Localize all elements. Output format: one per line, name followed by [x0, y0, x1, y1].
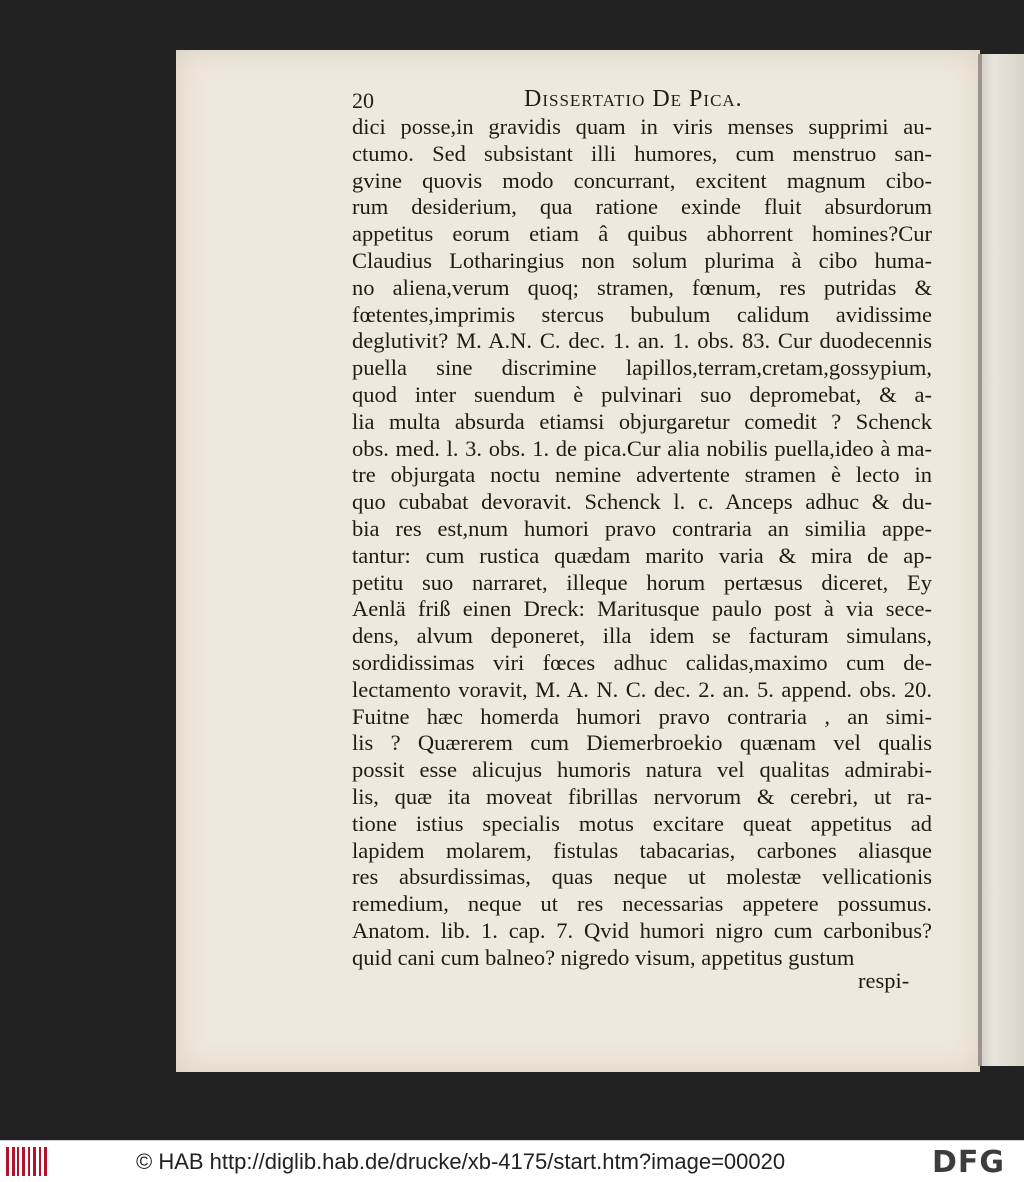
text-line: lapidem molarem, fistulas tabacarias, carbones aliasque: [352, 837, 932, 863]
hab-barcode-logo-icon[interactable]: [6, 1147, 48, 1176]
text-line: no aliena,verum quoq; stramen, fœnum, res putridas &: [352, 274, 932, 300]
dfg-logo[interactable]: DFG: [932, 1145, 1006, 1180]
text-line: Fuitne hæc homerda humori pravo contraria , an simi-: [352, 703, 932, 729]
footer-bar: [0, 1140, 1024, 1182]
text-line: dici posse,in gravidis quam in viris menses supprimi au-: [352, 114, 932, 139]
text-line: Aenlä friß einen Dreck: Maritusque paulo post à via sece-: [352, 596, 932, 622]
text-line: appetitus eorum etiam â quibus abhorrent homines?Cur: [352, 221, 932, 247]
text-line: gvine quovis modo concurrant, excitent magnum cibo-: [352, 167, 932, 193]
page-number: 20: [352, 88, 374, 113]
text-line: rum desiderium, qua ratione exinde fluit absurdorum: [352, 194, 932, 220]
text-line: petitu suo narraret, illeque horum pertæsus diceret, Ey: [352, 569, 932, 595]
text-line: lis, quæ ita moveat fibrillas nervorum & cerebri, ut ra-: [352, 783, 932, 809]
text-line: quid cani cum balneo? nigredo visum, appetitus gustum: [352, 944, 855, 970]
running-head: [352, 82, 962, 118]
text-line: lectamento voravit, M. A. N. C. dec. 2. an. 5. append. obs. 20.: [352, 676, 932, 702]
text-line: sordidissimas viri fœces adhuc calidas,maximo cum de-: [352, 649, 932, 675]
text-line: lia multa absurda etiamsi objurgaretur comedit ? Schenck: [352, 408, 932, 434]
text-line: tantur: cum rustica quædam marito varia & mira de ap-: [352, 542, 932, 568]
text-line: bia res est,num humori pravo contraria an similia appe-: [352, 515, 932, 541]
catchword: respi-: [858, 968, 910, 993]
body-text: [352, 114, 932, 972]
text-line: lis ? Quærerem cum Diemerbroekio quænam vel qualis: [352, 730, 932, 756]
text-line: puella sine discrimine lapillos,terram,cretam,gossypium,: [352, 355, 932, 381]
running-head-title: Dissertatio De Pica.: [524, 86, 743, 112]
text-line: res absurdissimas, quas neque ut molestæ vellicationis: [352, 864, 932, 890]
text-line: dens, alvum deponeret, illa idem se facturam simulans,: [352, 623, 932, 649]
text-line: obs. med. l. 3. obs. 1. de pica.Cur alia nobilis puella,ideo à ma-: [352, 435, 932, 461]
text-line: fœtentes,imprimis stercus bubulum calidum avidissime: [352, 301, 932, 327]
text-line: tione istius specialis motus excitare queat appetitus ad: [352, 810, 932, 836]
footer-url-link[interactable]: © HAB http://diglib.hab.de/drucke/xb-4175/start.htm?image=00020: [136, 1149, 786, 1174]
next-page-edge: [978, 54, 1024, 1066]
text-line: quod inter suendum è pulvinari suo depromebat, & a-: [352, 381, 932, 407]
text-line: quo cubabat devoravit. Schenck l. c. Anceps adhuc & du-: [352, 489, 932, 515]
text-line: ctumo. Sed subsistant illi humores, cum menstruo san-: [352, 140, 932, 166]
text-line: tre objurgata noctu nemine advertente stramen è lecto in: [352, 462, 932, 488]
text-line: Anatom. lib. 1. cap. 7. Qvid humori nigro cum carbonibus?: [352, 917, 932, 943]
text-line: possit esse alicujus humoris natura vel qualitas admirabi-: [352, 757, 932, 783]
text-line: deglutivit? M. A.N. C. dec. 1. an. 1. obs. 83. Cur duodecennis: [352, 328, 932, 354]
text-line: remedium, neque ut res necessarias appetere possumus.: [352, 891, 932, 917]
text-line: Claudius Lotharingius non solum plurima à cibo huma-: [352, 247, 932, 273]
